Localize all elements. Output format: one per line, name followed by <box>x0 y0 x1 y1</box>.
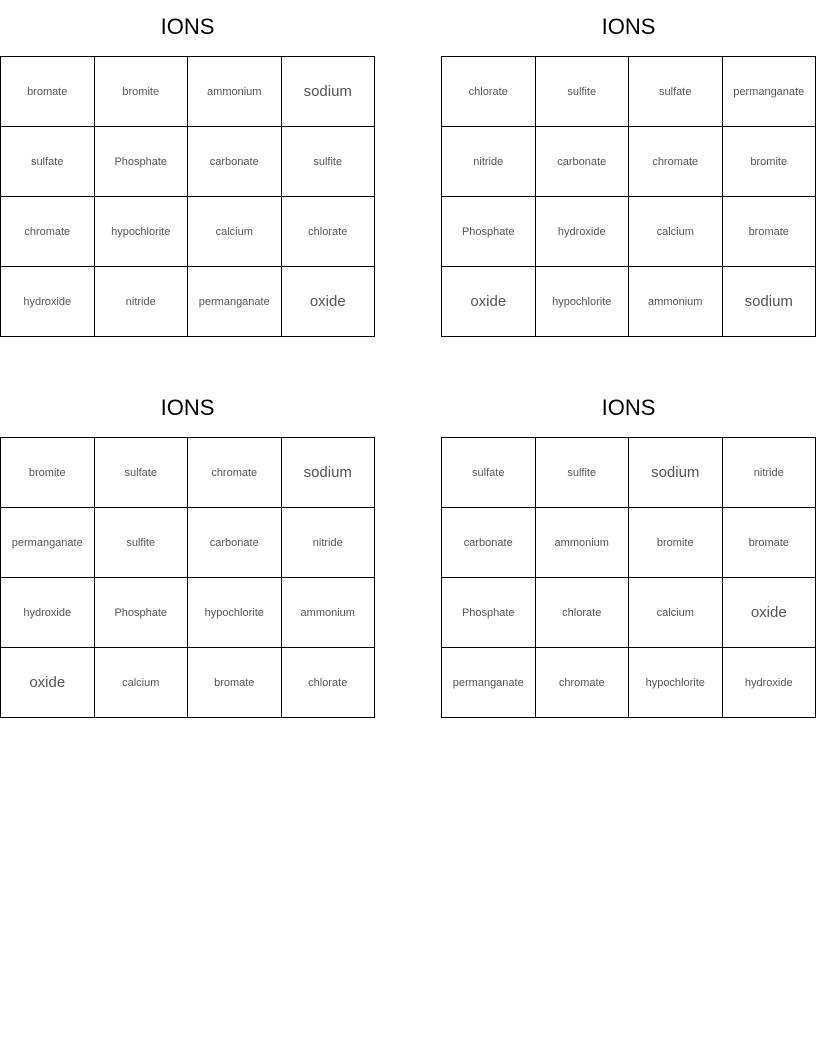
card-title: IONS <box>601 395 656 420</box>
grid-cell: chlorate <box>282 648 376 718</box>
grid-cell: oxide <box>1 648 95 718</box>
grid-cell: hydroxide <box>1 578 95 648</box>
bingo-grid <box>441 56 816 337</box>
grid-cell: bromite <box>723 127 816 197</box>
grid-cell: bromite <box>629 508 723 578</box>
grid-cell: calcium <box>188 197 282 267</box>
grid-cell: sulfate <box>629 57 723 127</box>
grid-cell: chlorate <box>442 57 536 127</box>
grid-cell: ammonium <box>536 508 630 578</box>
bingo-grid <box>441 437 816 718</box>
grid-cell: sulfate <box>1 127 95 197</box>
grid-cell: Phosphate <box>95 578 189 648</box>
grid-cell: calcium <box>95 648 189 718</box>
grid-cell: nitride <box>95 267 189 337</box>
grid-cell: chromate <box>188 438 282 508</box>
grid-cell: hydroxide <box>536 197 630 267</box>
grid-cell: hypochlorite <box>536 267 630 337</box>
grid-cell: nitride <box>282 508 376 578</box>
grid-cell: carbonate <box>188 127 282 197</box>
grid-cell: bromite <box>95 57 189 127</box>
bingo-grid <box>0 56 375 337</box>
grid-cell: carbonate <box>442 508 536 578</box>
grid-cell: sodium <box>282 438 376 508</box>
grid-cell: hypochlorite <box>95 197 189 267</box>
grid-cell: chromate <box>536 648 630 718</box>
grid-cell: Phosphate <box>95 127 189 197</box>
grid-cell: chromate <box>629 127 723 197</box>
grid-cell: sodium <box>629 438 723 508</box>
grid-cell: sodium <box>723 267 816 337</box>
grid-cell: ammonium <box>282 578 376 648</box>
bingo-grid <box>0 437 375 718</box>
grid-cell: sulfate <box>442 438 536 508</box>
grid-cell: ammonium <box>188 57 282 127</box>
grid-cell: sulfite <box>536 57 630 127</box>
grid-cell: bromate <box>723 197 816 267</box>
grid-cell: Phosphate <box>442 578 536 648</box>
grid-cell: hypochlorite <box>629 648 723 718</box>
grid-cell: bromate <box>723 508 816 578</box>
card-title: IONS <box>601 14 656 39</box>
grid-cell: carbonate <box>536 127 630 197</box>
grid-cell: chromate <box>1 197 95 267</box>
grid-cell: Phosphate <box>442 197 536 267</box>
grid-cell: calcium <box>629 578 723 648</box>
grid-cell: sulfite <box>282 127 376 197</box>
grid-cell: oxide <box>442 267 536 337</box>
grid-cell: bromate <box>188 648 282 718</box>
grid-cell: hypochlorite <box>188 578 282 648</box>
card-title: IONS <box>160 14 215 39</box>
grid-cell: permanganate <box>1 508 95 578</box>
grid-cell: hydroxide <box>1 267 95 337</box>
grid-cell: hydroxide <box>723 648 816 718</box>
grid-cell: nitride <box>723 438 816 508</box>
grid-cell: chlorate <box>282 197 376 267</box>
grid-cell: sulfite <box>536 438 630 508</box>
grid-cell: permanganate <box>723 57 816 127</box>
grid-cell: oxide <box>282 267 376 337</box>
grid-cell: oxide <box>723 578 816 648</box>
grid-cell: sodium <box>282 57 376 127</box>
grid-cell: sulfite <box>95 508 189 578</box>
grid-cell: sulfate <box>95 438 189 508</box>
grid-cell: chlorate <box>536 578 630 648</box>
grid-cell: nitride <box>442 127 536 197</box>
grid-cell: ammonium <box>629 267 723 337</box>
grid-cell: bromate <box>1 57 95 127</box>
grid-cell: permanganate <box>442 648 536 718</box>
card-title: IONS <box>160 395 215 420</box>
grid-cell: carbonate <box>188 508 282 578</box>
grid-cell: calcium <box>629 197 723 267</box>
grid-cell: permanganate <box>188 267 282 337</box>
grid-cell: bromite <box>1 438 95 508</box>
